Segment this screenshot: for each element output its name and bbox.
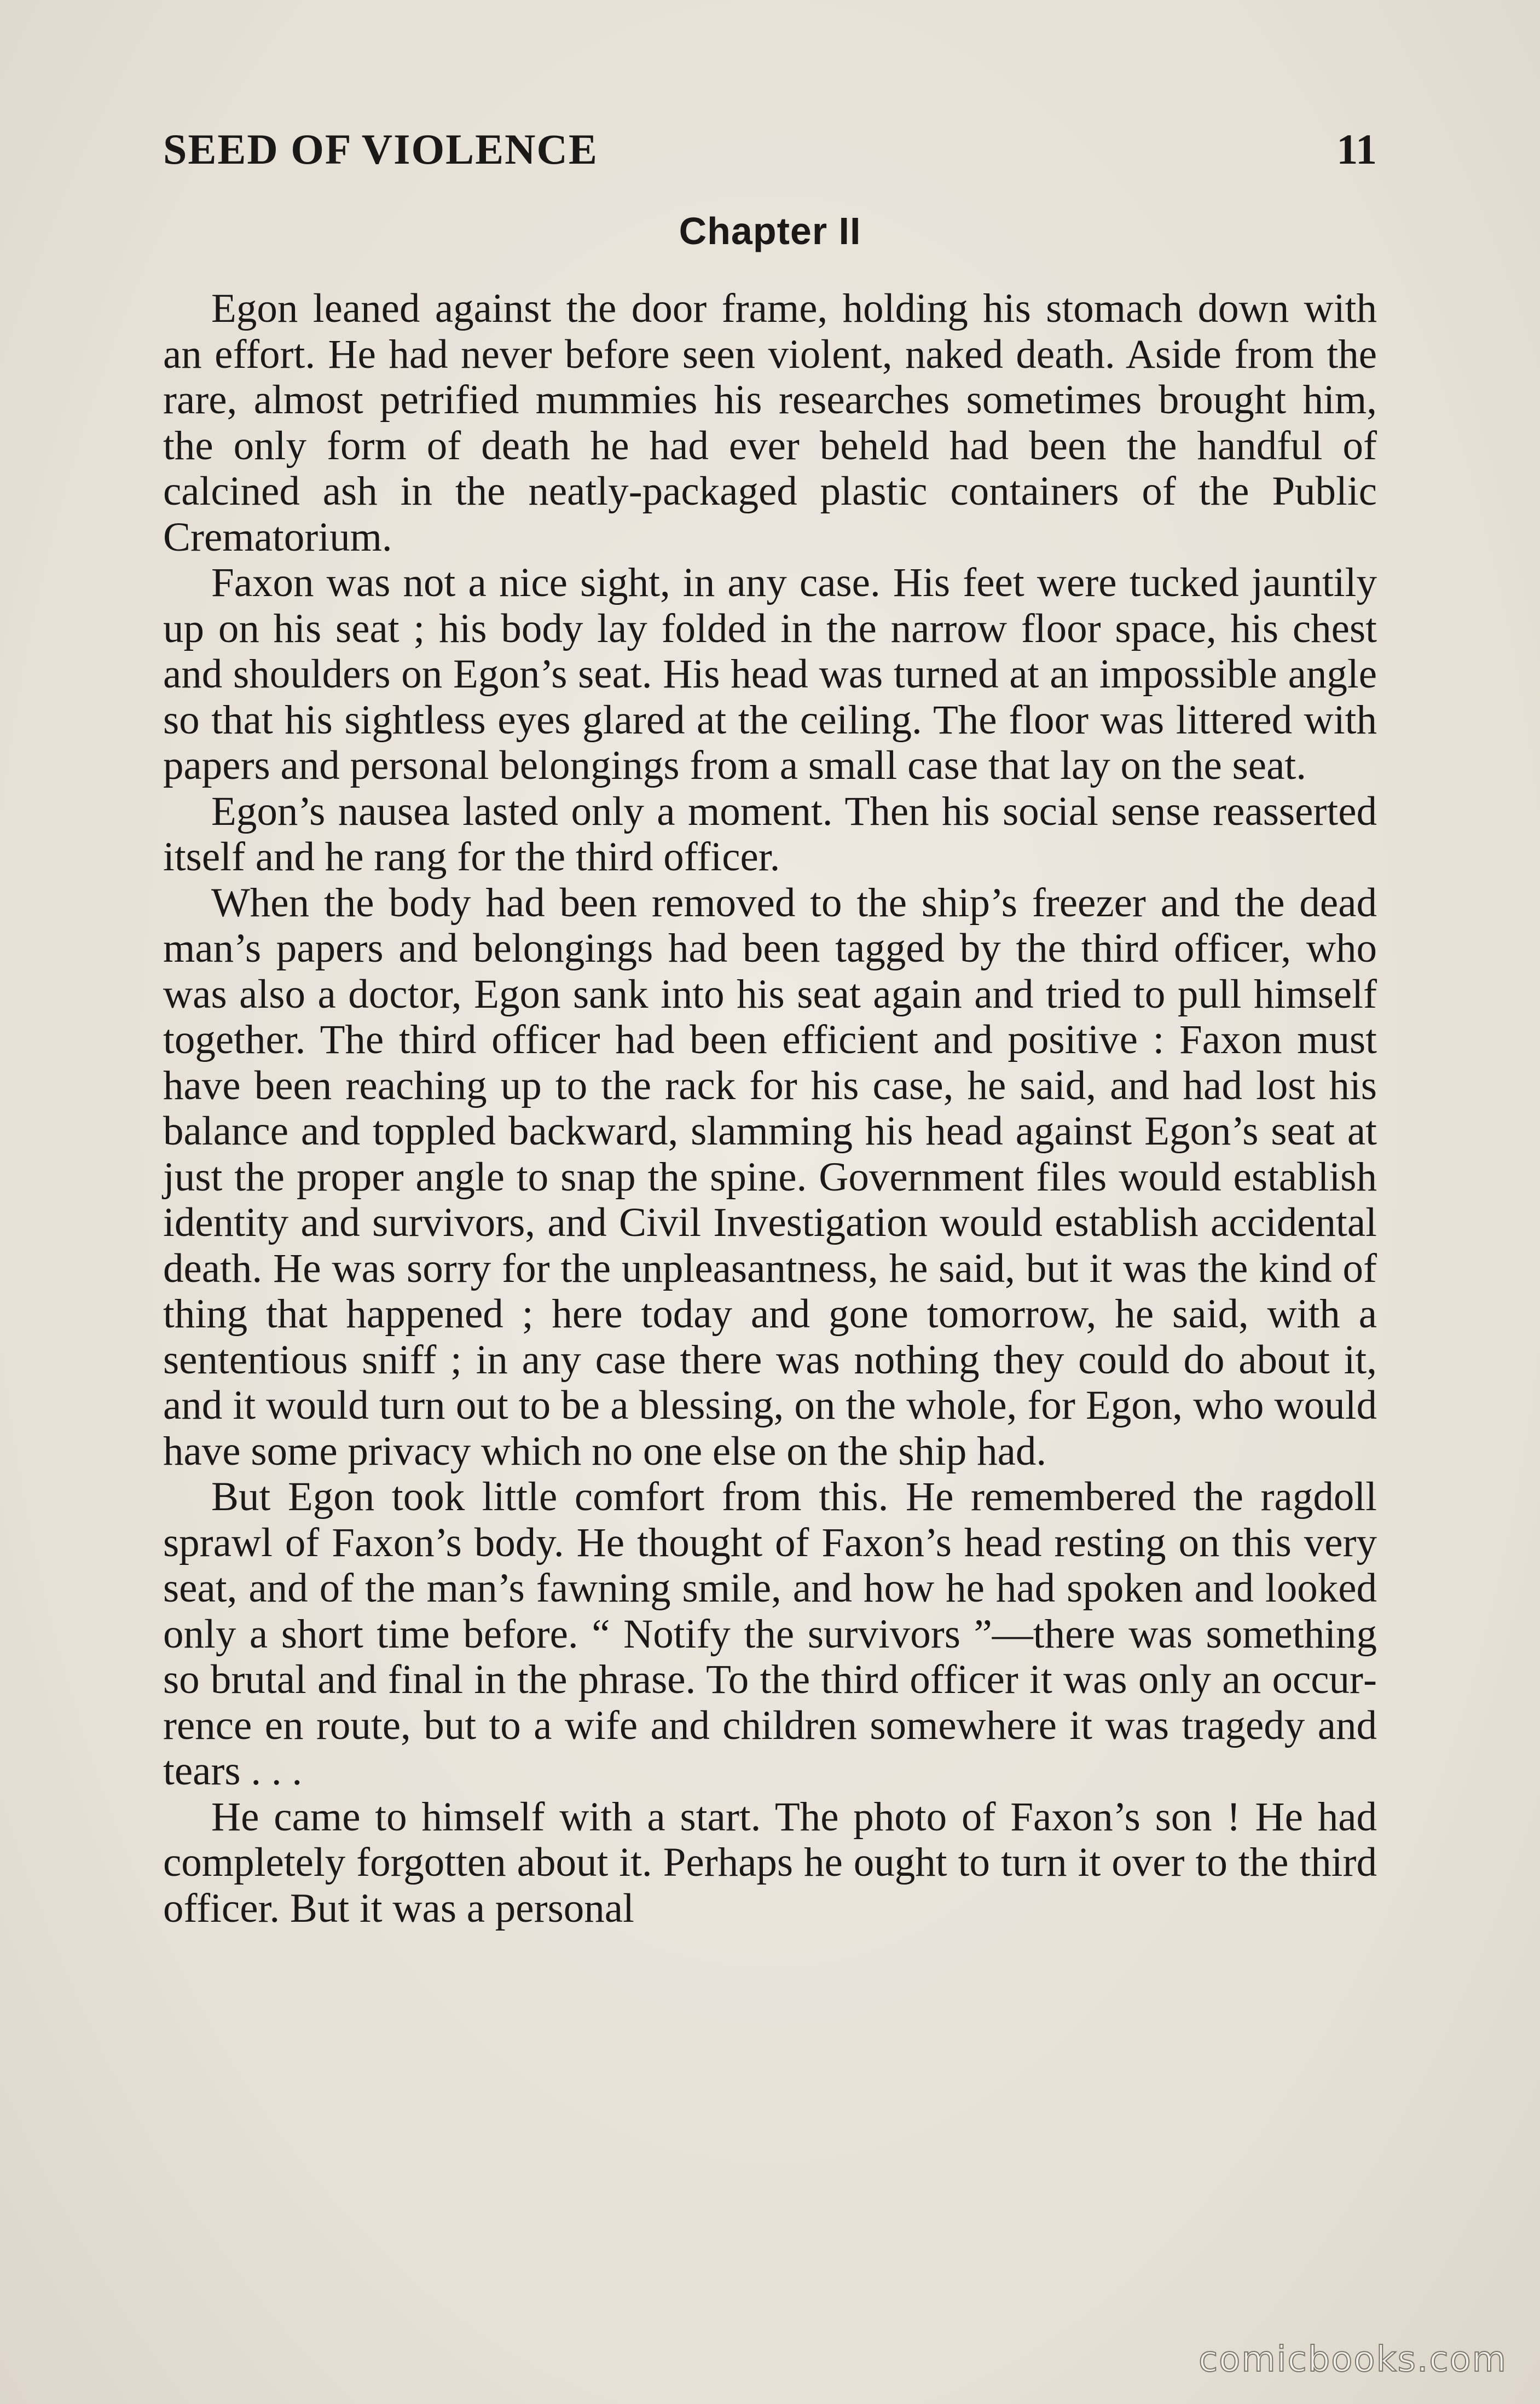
paragraph: Egon’s nausea lasted only a moment. Then his social sense reasserted itself and he rang for the third officer.: [163, 788, 1377, 880]
paragraph: When the body had been removed to the ship’s freezer and the dead man’s papers and belongings had been tagged by the third officer, who was also a doctor, Egon sank into his seat again and tried to pull himself together. The third officer had been efficient and positive : Faxon must have been reaching up to the rack for his case, he said, and had lost his balance and toppled backward, slamming his head against Egon’s seat at just the proper angle to snap the spine. Government files would establish identity and survivors, and Civil Investigation would establish accidental death. He was sorry for the unpleasantness, he said, but it was the kind of thing that happened ; here today and gone tomorrow, he said, with a sententious sniff ; in any case there was nothing they could do about it, and it would turn out to be a blessing, on the whole, for Egon, who would have some privacy which no one else on the ship had.: [163, 880, 1377, 1474]
page-number: 11: [1336, 125, 1377, 173]
paragraph: He came to himself with a start. The photo of Faxon’s son ! He had completely forgotten about it. Perhaps he ought to turn it over to the third officer. But it was a personal: [163, 1794, 1377, 1931]
book-page: [163, 120, 1377, 1931]
chapter-body: [163, 286, 1377, 1931]
chapter-heading: Chapter II: [679, 210, 861, 252]
paragraph: Egon leaned against the door frame, holding his stomach down with an effort. He had never before seen violent, naked death. Aside from the rare, almost petrified mummies his researches sometimes brought him, the only form of death he had ever beheld had been the handful of calcined ash in the neatly-packaged plastic containers of the Public Crematorium.: [163, 286, 1377, 560]
running-header: [163, 120, 1377, 181]
book-title: SEED OF VIOLENCE: [163, 125, 598, 173]
paragraph: But Egon took little comfort from this. He remembered the ragdoll sprawl of Faxon’s body. He thought of Faxon’s head resting on this very seat, and of the man’s fawning smile, and how he had spoken and looked only a short time before. “ Notify the survivors ”—there was something so brutal and final in the phrase. To the third officer it was only an occurrence en route, but to a wife and children somewhere it was tragedy and tears . . .: [163, 1474, 1377, 1794]
site-watermark: comicbooks.com: [1198, 2339, 1507, 2380]
paragraph: Faxon was not a nice sight, in any case. His feet were tucked jauntily up on his seat ; his body lay folded in the narrow floor space, his chest and shoulders on Egon’s seat. His head was turned at an impossible angle so that his sightless eyes glared at the ceiling. The floor was littered with papers and personal belongings from a small case that lay on the seat.: [163, 560, 1377, 788]
